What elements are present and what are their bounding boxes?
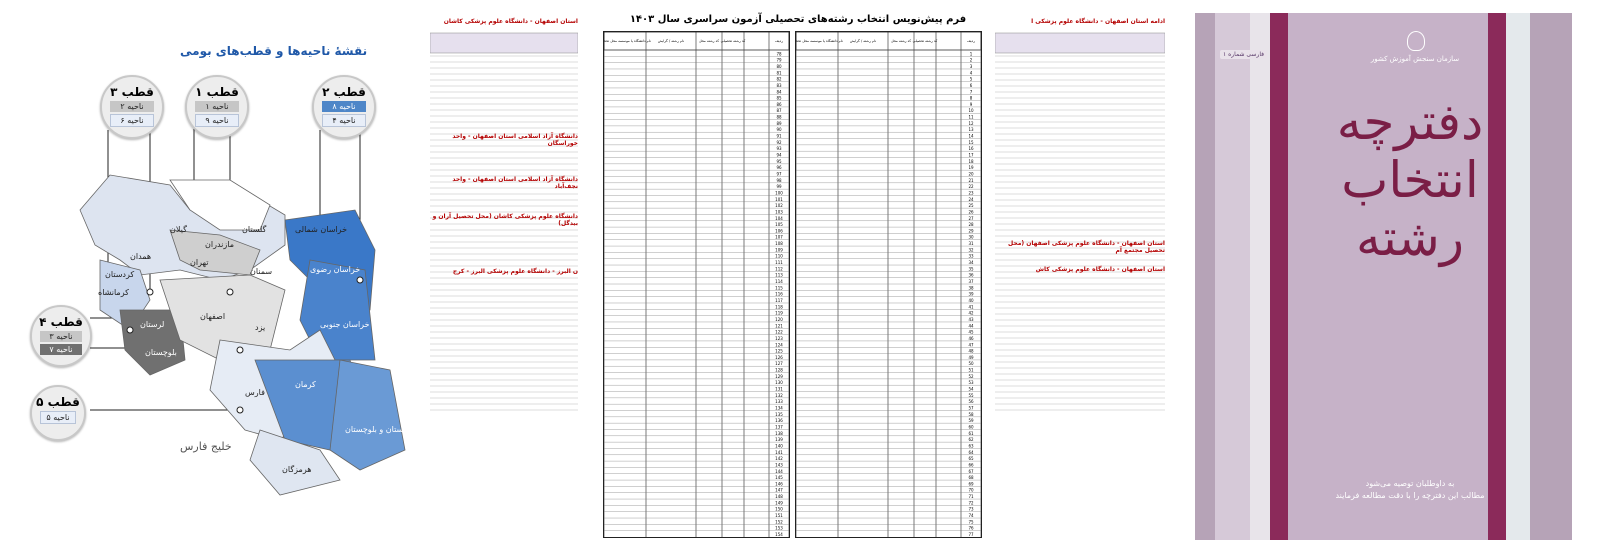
cover-title-line: رشته — [1356, 209, 1464, 267]
row-number: 90 — [776, 127, 782, 133]
row-number: 142 — [775, 456, 783, 462]
row-number: 148 — [775, 494, 783, 500]
row-number: 104 — [775, 215, 783, 221]
row-number: 58 — [968, 411, 974, 417]
badge: فارسی شماره ۱ — [1220, 50, 1267, 59]
cover-title — [1265, 93, 1555, 267]
ministry-name: سازمان سنجش آموزش کشور — [1370, 55, 1460, 63]
row-number: 12 — [968, 120, 974, 126]
row-number: 87 — [776, 108, 782, 114]
row-number: 88 — [776, 114, 782, 120]
row-number: 15 — [968, 139, 974, 145]
row-number: 39 — [968, 291, 974, 297]
row-number: 140 — [775, 443, 783, 449]
row-number: 117 — [775, 297, 783, 303]
row-number: 92 — [776, 139, 782, 145]
row-number: 49 — [968, 354, 974, 360]
pole-3 — [100, 75, 164, 139]
selection-form — [603, 10, 993, 540]
province-label: همدان — [130, 252, 152, 261]
pole-name: قطب ۴ — [39, 315, 83, 329]
row-number: 20 — [968, 171, 974, 177]
form-column-header: کد رشته محل — [890, 39, 912, 43]
row-number: 62 — [968, 437, 974, 443]
row-number: 72 — [968, 500, 974, 506]
row-number: 33 — [968, 253, 974, 259]
row-number: 50 — [968, 361, 974, 367]
zone-label: ناحیه ۶ — [110, 114, 154, 127]
row-number: 71 — [968, 494, 974, 500]
row-number: 40 — [968, 297, 974, 303]
row-number: 78 — [776, 51, 782, 57]
province-label: خراسان جنوبی — [320, 320, 370, 329]
row-number: 41 — [968, 304, 974, 310]
cover-notice — [1275, 478, 1545, 502]
pole-name: قطب ۳ — [110, 85, 154, 99]
province-label: مازندران — [205, 240, 234, 249]
row-number: 2 — [969, 57, 973, 63]
province-label: اصفهان — [200, 312, 226, 321]
row-number: 75 — [968, 519, 974, 525]
row-number: 44 — [968, 323, 974, 329]
form-grid-right — [796, 32, 981, 537]
row-number: 94 — [776, 152, 782, 158]
row-number: 16 — [968, 146, 974, 152]
province-label: گلستان — [242, 225, 267, 234]
form-column-header: نام دانشگاه یا موسسه محل تحصیل — [604, 39, 651, 43]
table-right-grid — [995, 28, 1165, 418]
row-number: 9 — [969, 101, 973, 107]
zone-label: ناحیه ۱ — [195, 101, 239, 112]
row-number: 45 — [968, 329, 974, 335]
row-number: 56 — [968, 399, 974, 405]
row-number: 145 — [775, 475, 783, 481]
row-number: 30 — [968, 234, 974, 240]
row-number: 118 — [775, 304, 783, 310]
row-number: 154 — [775, 532, 783, 537]
row-number: 119 — [775, 310, 783, 316]
row-number: 18 — [968, 158, 974, 164]
row-number: 110 — [775, 253, 783, 259]
notice-line: به داوطلبان توصیه می‌شود — [1365, 479, 1455, 488]
section-header: استان اصفهان - دانشگاه علوم پزشکی کاش — [1035, 266, 1165, 273]
pole-1 — [185, 75, 249, 139]
row-number: 69 — [968, 481, 974, 487]
row-number: 36 — [968, 272, 974, 278]
row-number: 8 — [969, 95, 973, 101]
row-number: 34 — [968, 260, 974, 266]
row-number: 32 — [968, 247, 974, 253]
row-number: 102 — [775, 203, 783, 209]
province-label: کرمانشاه — [98, 288, 129, 297]
row-number: 136 — [775, 418, 783, 424]
row-number: 98 — [776, 177, 782, 183]
zone-label: ناحیه ۷ — [40, 344, 82, 355]
row-number: 27 — [968, 215, 974, 221]
pole-name: قطب ۱ — [195, 85, 239, 99]
row-number: 42 — [968, 310, 974, 316]
row-number: 141 — [775, 449, 783, 455]
province-label: سیستان و بلوچستان — [345, 425, 413, 434]
row-number: 106 — [775, 228, 783, 234]
row-number: 113 — [775, 272, 783, 278]
row-number: 29 — [968, 228, 974, 234]
row-number: 10 — [968, 108, 974, 114]
row-number: 83 — [776, 82, 782, 88]
pole-5 — [30, 385, 86, 441]
province-label: یزد — [255, 323, 266, 332]
row-number: 152 — [775, 519, 783, 525]
row-number: 21 — [968, 177, 974, 183]
row-number: 1 — [969, 51, 973, 57]
row-number: 120 — [775, 316, 783, 322]
row-number: 114 — [775, 279, 783, 285]
zone-label: ناحیه ۸ — [322, 101, 366, 112]
section-header: دانشگاه آزاد اسلامی استان اصفهان - واحد خوراسگان — [452, 133, 578, 147]
row-number: 132 — [775, 392, 783, 398]
row-number: 81 — [776, 70, 782, 76]
province-label: تهران — [190, 258, 209, 267]
form-title: فرم پیش‌نویس انتخاب رشته‌های تحصیلی آزمون سراسری سال ۱۴۰۳ — [629, 14, 967, 25]
row-number: 111 — [775, 260, 783, 266]
notice-line: مطالب این دفترچه را با دقت مطالعه فرمایند — [1335, 491, 1485, 500]
row-number: 64 — [968, 449, 974, 455]
row-number: 31 — [968, 241, 974, 247]
row-number: 24 — [968, 196, 974, 202]
form-block-left — [603, 31, 790, 538]
row-number: 144 — [775, 468, 783, 474]
row-number: 99 — [776, 184, 782, 190]
row-number: 146 — [775, 481, 783, 487]
row-number: 129 — [775, 373, 783, 379]
row-number: 11 — [968, 114, 974, 120]
row-number: 59 — [968, 418, 974, 424]
row-number: 100 — [775, 190, 783, 196]
row-number: 130 — [775, 380, 783, 386]
province-label: کردستان — [105, 270, 135, 279]
section-header: دانشگاه آزاد اسلامی استان اصفهان - واحد نجف‌آباد — [452, 176, 578, 190]
row-number: 52 — [968, 373, 974, 379]
row-number: 26 — [968, 209, 974, 215]
row-number: 70 — [968, 487, 974, 493]
row-number: 96 — [776, 165, 782, 171]
sea-label: خلیج فارس — [180, 440, 232, 453]
form-column-header: نام رشته / گرایش — [849, 39, 877, 43]
cover-title-line: دفترچه — [1336, 93, 1484, 151]
pole-name: قطب ۲ — [322, 85, 366, 99]
row-number: 4 — [969, 70, 973, 76]
row-number: 95 — [776, 158, 782, 164]
row-number: 138 — [775, 430, 783, 436]
row-number: 7 — [969, 89, 973, 95]
form-column-header: کد رشته محل — [698, 39, 720, 43]
row-number: 82 — [776, 76, 782, 82]
province-label: فارس — [245, 388, 265, 397]
row-number: 35 — [968, 266, 974, 272]
row-number: 19 — [968, 165, 974, 171]
row-number: 28 — [968, 222, 974, 228]
province-label: لرستان — [140, 320, 165, 329]
row-number: 125 — [775, 348, 783, 354]
zone-label: ناحیه ۴ — [322, 114, 366, 127]
map-panel — [20, 30, 415, 525]
row-number: 137 — [775, 424, 783, 430]
zone-label: ناحیه ۵ — [40, 411, 76, 424]
province-label: خراسان رضوی — [310, 265, 361, 274]
row-number: 14 — [968, 133, 974, 139]
row-number: 135 — [775, 411, 783, 417]
row-number: 133 — [775, 399, 783, 405]
row-number: 13 — [968, 127, 974, 133]
row-number: 73 — [968, 506, 974, 512]
form-grid-left — [604, 32, 789, 537]
row-number: 63 — [968, 443, 974, 449]
row-number: 97 — [776, 171, 782, 177]
form-block-right — [795, 31, 982, 538]
zone-label: ناحیه ۳ — [40, 331, 82, 342]
section-header: دانشگاه علوم پزشکی کاشان (محل تحصیل آران و بیدگل) — [432, 213, 578, 227]
pole-4 — [30, 305, 92, 367]
row-number: 153 — [775, 525, 783, 531]
form-column-header: ردیف — [967, 39, 975, 43]
booklet-cover — [1195, 13, 1572, 540]
row-number: 25 — [968, 203, 974, 209]
row-number: 93 — [776, 146, 782, 152]
row-number: 151 — [775, 513, 783, 519]
row-number: 134 — [775, 405, 783, 411]
row-number: 103 — [775, 209, 783, 215]
row-number: 74 — [968, 513, 974, 519]
row-number: 121 — [775, 323, 783, 329]
row-number: 108 — [775, 241, 783, 247]
province-label: بلوچستان — [145, 348, 177, 357]
province-label: کرمان — [295, 380, 316, 389]
row-number: 123 — [775, 335, 783, 341]
table-header: ادامه استان اصفهان - دانشگاه علوم پزشکی ا — [1031, 18, 1165, 25]
row-number: 91 — [776, 133, 782, 139]
row-number: 89 — [776, 120, 782, 126]
province-label: خراسان شمالی — [295, 225, 348, 234]
row-number: 101 — [775, 196, 783, 202]
pole-2 — [312, 75, 376, 139]
row-number: 17 — [968, 152, 974, 158]
row-number: 6 — [969, 82, 973, 88]
row-number: 38 — [968, 285, 974, 291]
row-number: 79 — [776, 57, 782, 63]
row-number: 85 — [776, 95, 782, 101]
row-number: 68 — [968, 475, 974, 481]
province-label: گیلان — [170, 225, 187, 234]
row-number: 22 — [968, 184, 974, 190]
map-title: نقشهٔ ناحیه‌ها و قطب‌های بومی — [180, 44, 368, 58]
row-number: 54 — [968, 386, 974, 392]
row-number: 46 — [968, 335, 974, 341]
row-number: 150 — [775, 506, 783, 512]
row-number: 122 — [775, 329, 783, 335]
row-number: 23 — [968, 190, 974, 196]
row-number: 84 — [776, 89, 782, 95]
row-number: 147 — [775, 487, 783, 493]
row-number: 126 — [775, 354, 783, 360]
row-number: 143 — [775, 462, 783, 468]
zone-label: ناحیه ۲ — [110, 101, 154, 112]
row-number: 76 — [968, 525, 974, 531]
emblem-icon — [1407, 31, 1425, 51]
row-number: 61 — [968, 430, 974, 436]
row-number: 5 — [969, 76, 973, 82]
row-number: 3 — [969, 63, 973, 69]
row-number: 77 — [968, 532, 974, 537]
zone-label: ناحیه ۹ — [195, 114, 239, 127]
row-number: 43 — [968, 316, 974, 322]
pole-name: قطب ۵ — [36, 395, 80, 409]
row-number: 66 — [968, 462, 974, 468]
section-header: استان اصفهان - دانشگاه علوم پزشکی اصفهان (محل تحصیل مجتمع آم — [1008, 240, 1165, 254]
row-number: 115 — [775, 285, 783, 291]
row-number: 109 — [775, 247, 783, 253]
table-left — [430, 15, 578, 415]
row-number: 149 — [775, 500, 783, 506]
row-number: 53 — [968, 380, 974, 386]
table-header: استان اصفهان - دانشگاه علوم پزشکی کاشان — [443, 18, 578, 25]
row-number: 80 — [776, 63, 782, 69]
row-number: 51 — [968, 367, 974, 373]
form-column-header: نام دانشگاه یا موسسه محل تحصیل — [796, 39, 843, 43]
row-number: 48 — [968, 348, 974, 354]
row-number: 57 — [968, 405, 974, 411]
row-number: 105 — [775, 222, 783, 228]
row-number: 107 — [775, 234, 783, 240]
cover-title-line: انتخاب — [1341, 151, 1479, 209]
row-number: 55 — [968, 392, 974, 398]
row-number: 86 — [776, 101, 782, 107]
row-number: 112 — [775, 266, 783, 272]
row-number: 65 — [968, 456, 974, 462]
row-number: 60 — [968, 424, 974, 430]
form-column-header: کد رشته تحصیلی — [912, 39, 938, 43]
row-number: 139 — [775, 437, 783, 443]
form-column-header: ردیف — [775, 39, 783, 43]
province-label: هرمزگان — [282, 465, 312, 474]
form-column-header: کد رشته تحصیلی — [720, 39, 746, 43]
section-header: ن البرز - دانشگاه علوم پزشکی البرز - کرج — [452, 268, 578, 275]
row-number: 67 — [968, 468, 974, 474]
table-right — [995, 15, 1165, 415]
province-label: سمنان — [250, 267, 273, 276]
row-number: 47 — [968, 342, 974, 348]
form-column-header: نام رشته / گرایش — [657, 39, 685, 43]
row-number: 127 — [775, 361, 783, 367]
row-number: 116 — [775, 291, 783, 297]
row-number: 131 — [775, 386, 783, 392]
row-number: 128 — [775, 367, 783, 373]
row-number: 124 — [775, 342, 783, 348]
row-number: 37 — [968, 279, 974, 285]
